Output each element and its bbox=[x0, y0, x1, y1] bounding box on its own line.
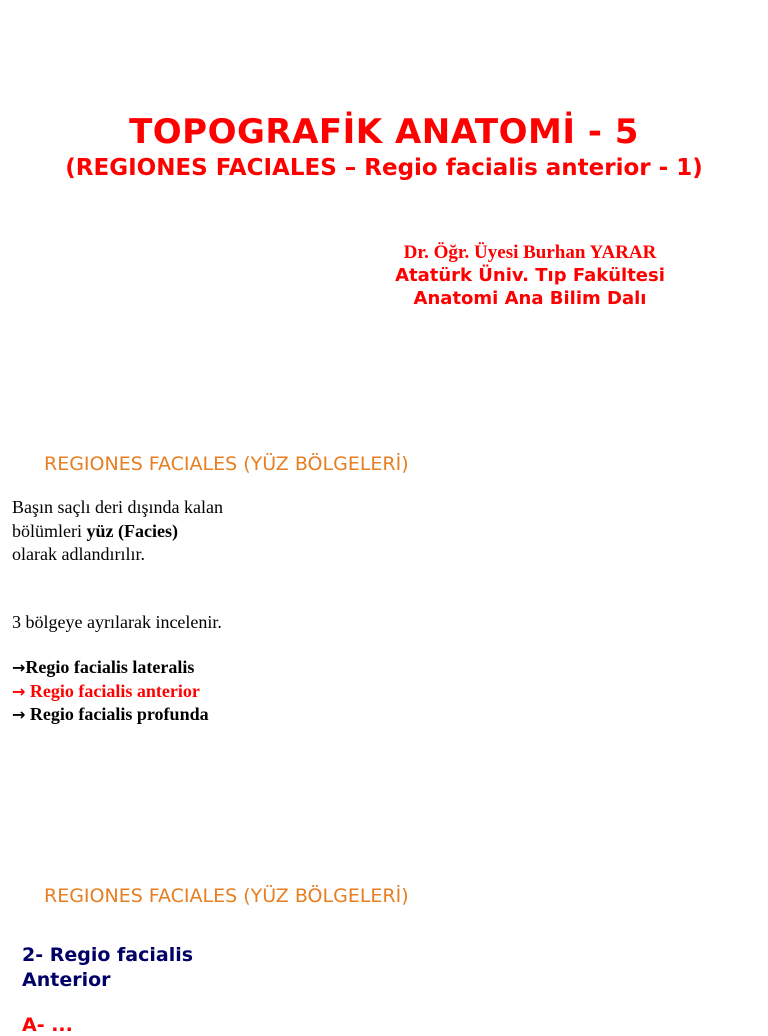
institution-line-1: Atatürk Üniv. Tıp Fakültesi bbox=[395, 265, 665, 286]
subheading-line-1: 2- Regio facialis bbox=[22, 944, 194, 966]
author-name: Dr. Öğr. Üyesi Burhan YARAR bbox=[403, 242, 657, 263]
subheading-regio-anterior bbox=[22, 943, 193, 993]
intro-line-2-prefix: bölümleri bbox=[12, 520, 87, 541]
cut-off-text: A- ... bbox=[22, 1014, 73, 1036]
list-item-label: Regio facialis lateralis bbox=[25, 657, 195, 677]
arrow-right-icon: → bbox=[12, 658, 26, 677]
institution-line-2: Anatomi Ana Bilim Dalı bbox=[413, 288, 647, 309]
list-item-anterior bbox=[12, 681, 200, 702]
facies-term: yüz (Facies) bbox=[86, 520, 178, 541]
arrow-right-icon: → bbox=[12, 705, 26, 724]
arrow-right-icon: → bbox=[12, 682, 26, 701]
section-heading-2: REGIONES FACIALES (YÜZ BÖLGELERİ) bbox=[44, 885, 409, 907]
split-text: 3 bölgeye ayrılarak incelenir. bbox=[12, 612, 222, 632]
intro-line-3: olarak adlandırılır. bbox=[12, 544, 145, 564]
intro-paragraph bbox=[12, 496, 223, 567]
page-title: TOPOGRAFİK ANATOMİ - 5 bbox=[129, 112, 639, 152]
list-item-profunda bbox=[12, 704, 209, 725]
section-heading-1: REGIONES FACIALES (YÜZ BÖLGELERİ) bbox=[44, 453, 409, 475]
list-item-label: Regio facialis anterior bbox=[29, 681, 200, 701]
intro-line-1: Başın saçlı deri dışında kalan bbox=[12, 497, 223, 517]
intro-line-2 bbox=[12, 520, 223, 544]
page-subtitle: (REGIONES FACIALES – Regio facialis anterior - 1) bbox=[65, 155, 703, 181]
list-item-lateralis bbox=[12, 657, 194, 678]
subheading-line-2: Anterior bbox=[22, 969, 111, 991]
list-item-label: Regio facialis profunda bbox=[29, 704, 209, 724]
